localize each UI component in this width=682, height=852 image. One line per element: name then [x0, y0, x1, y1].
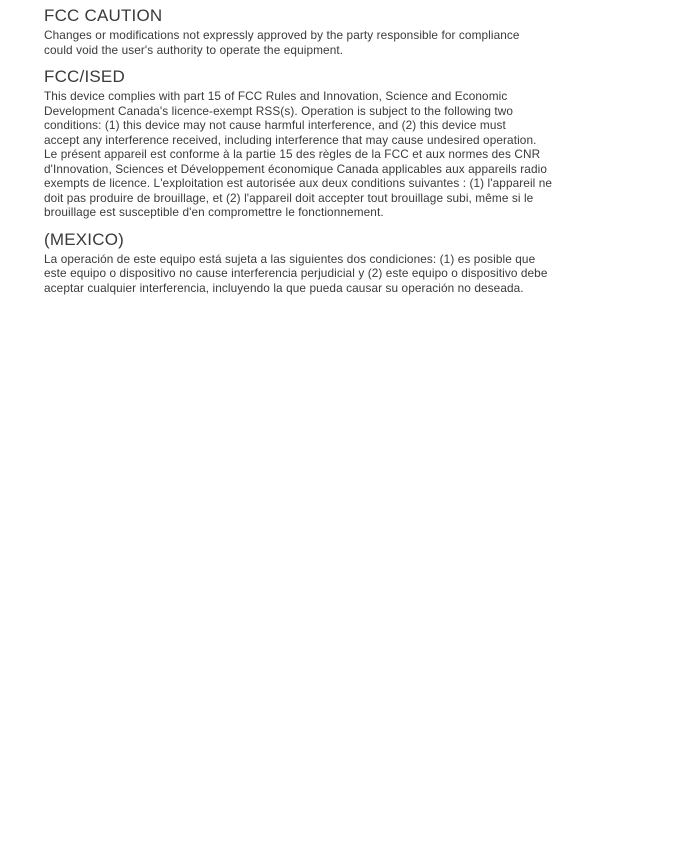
text-line: aceptar cualquier interferencia, incluyendo la que pueda causar su operación no deseada.	[44, 280, 524, 295]
text-line: conditions: (1) this device may not cause harmful interference, and (2) this device must	[44, 118, 506, 132]
text-line: doit pas produire de brouillage, et (2) l'appareil doit accepter tout brouillage subi, même si le	[44, 190, 534, 205]
fcc-ised-heading: FCC/ISED	[44, 67, 125, 86]
text-line: La operación de este equipo está sujeta a las siguientes dos condiciones: (1) es posible que	[44, 251, 536, 266]
text-line: Changes or modifications not expressly approved by the party responsible for compliance	[44, 28, 520, 42]
text-line: Development Canada's licence-exempt RSS(s). Operation is subject to the following two	[44, 103, 514, 118]
text-line: exempts de licence. L'exploitation est autorisée aux deux conditions suivantes : (1) l'appareil ne	[44, 176, 553, 190]
text-line: could void the user's authority to operate the equipment.	[44, 42, 344, 57]
section-mexico	[44, 230, 682, 296]
text-line: This device complies with part 15 of FCC Rules and Innovation, Science and Economic	[44, 89, 508, 103]
text-line: Le présent appareil est conforme à la partie 15 des règles de la FCC et aux normes des CNR	[44, 147, 541, 161]
fcc-ised-paragraph	[44, 89, 682, 220]
text-line: este equipo o dispositivo no cause interferencia perjudicial y (2) este equipo o dispositivo debe	[44, 266, 548, 280]
fcc-caution-paragraph	[44, 28, 682, 57]
text-line: brouillage est susceptible d'en compromettre le fonctionnement.	[44, 205, 384, 219]
fcc-caution-heading: FCC CAUTION	[44, 6, 163, 25]
section-fcc-caution	[44, 6, 682, 57]
mexico-paragraph	[44, 252, 682, 296]
text-line: d'Innovation, Sciences et Développement économique Canada applicables aux appareils radio	[44, 161, 548, 176]
section-fcc-ised	[44, 67, 682, 220]
mexico-heading: (MEXICO)	[44, 229, 124, 249]
text-line: accept any interference received, including interference that may cause undesired operation.	[44, 132, 537, 147]
